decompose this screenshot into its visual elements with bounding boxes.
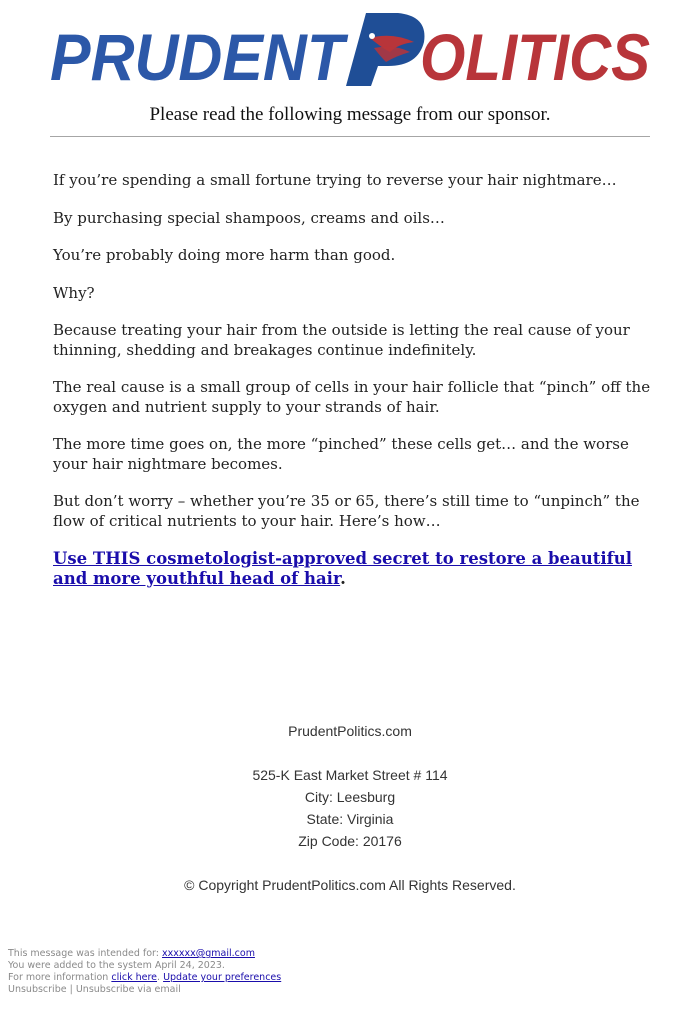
logo-eagle-p-icon bbox=[346, 13, 424, 86]
logo-word-olitics: OLITICS bbox=[420, 20, 650, 90]
recipient-email-link[interactable]: xxxxxx@gmail.com bbox=[162, 948, 255, 959]
paragraph: But don’t worry – whether you’re 35 or 65, there’s still time to “unpinch” the flow of critical nutrients to your hair. Here’s how… bbox=[53, 492, 640, 530]
intended-label: This message was intended for: bbox=[8, 948, 159, 959]
cta-link[interactable]: Use THIS cosmetologist-approved secret to restore a beautiful and more youthful head of hair bbox=[53, 549, 632, 588]
divider bbox=[50, 136, 650, 137]
sponsor-notice: Please read the following message from our sponsor. bbox=[149, 104, 551, 125]
prudent-politics-logo bbox=[0, 8, 700, 90]
separator: | bbox=[69, 984, 73, 995]
footer-state: State: Virginia bbox=[306, 811, 394, 827]
unsubscribe-link[interactable]: Unsubscribe bbox=[8, 984, 67, 995]
legal-unsubscribe-line bbox=[8, 984, 281, 996]
click-here-link[interactable]: click here bbox=[111, 972, 158, 983]
more-info-label: For more information bbox=[8, 972, 109, 983]
paragraph: You’re probably doing more harm than good. bbox=[53, 246, 396, 264]
paragraph: Because treating your hair from the outside is letting the real cause of your thinning, shedding and breakages continue indefinitely. bbox=[53, 321, 630, 359]
cta-suffix: . bbox=[340, 568, 346, 588]
legal-notice bbox=[8, 948, 281, 996]
footer-city: City: Leesburg bbox=[304, 789, 396, 805]
legal-more-info-line: For more information click here. Update your preferences bbox=[8, 972, 282, 983]
update-preferences-link[interactable]: Update your preferences bbox=[163, 972, 282, 983]
footer-copyright: © Copyright PrudentPolitics.com All Rights Reserved. bbox=[184, 877, 516, 893]
footer-zip: Zip Code: 20176 bbox=[298, 833, 402, 849]
cta-paragraph bbox=[53, 549, 653, 588]
paragraph: By purchasing special shampoos, creams and oils… bbox=[53, 208, 445, 227]
paragraph: Why? bbox=[53, 283, 95, 302]
unsubscribe-email-link[interactable]: Unsubscribe via email bbox=[75, 984, 181, 995]
footer-street: 525-K East Market Street # 114 bbox=[252, 767, 448, 783]
paragraph: If you’re spending a small fortune trying to reverse your hair nightmare… bbox=[53, 171, 617, 189]
logo-word-prudent: PRUDENT bbox=[50, 20, 349, 90]
legal-added-line: You were added to the system April 24, 2023. bbox=[8, 960, 225, 971]
paragraph: The more time goes on, the more “pinched” these cells get… and the worse your hair nightmare becomes. bbox=[53, 435, 629, 473]
legal-intended-line bbox=[8, 948, 281, 960]
footer-site: PrudentPolitics.com bbox=[288, 723, 412, 739]
paragraph: The real cause is a small group of cells in your hair follicle that “pinch” off the oxygen and nutrient supply to your strands of hair. bbox=[53, 378, 651, 416]
sponsor-message-body bbox=[53, 171, 653, 606]
footer bbox=[0, 720, 700, 896]
